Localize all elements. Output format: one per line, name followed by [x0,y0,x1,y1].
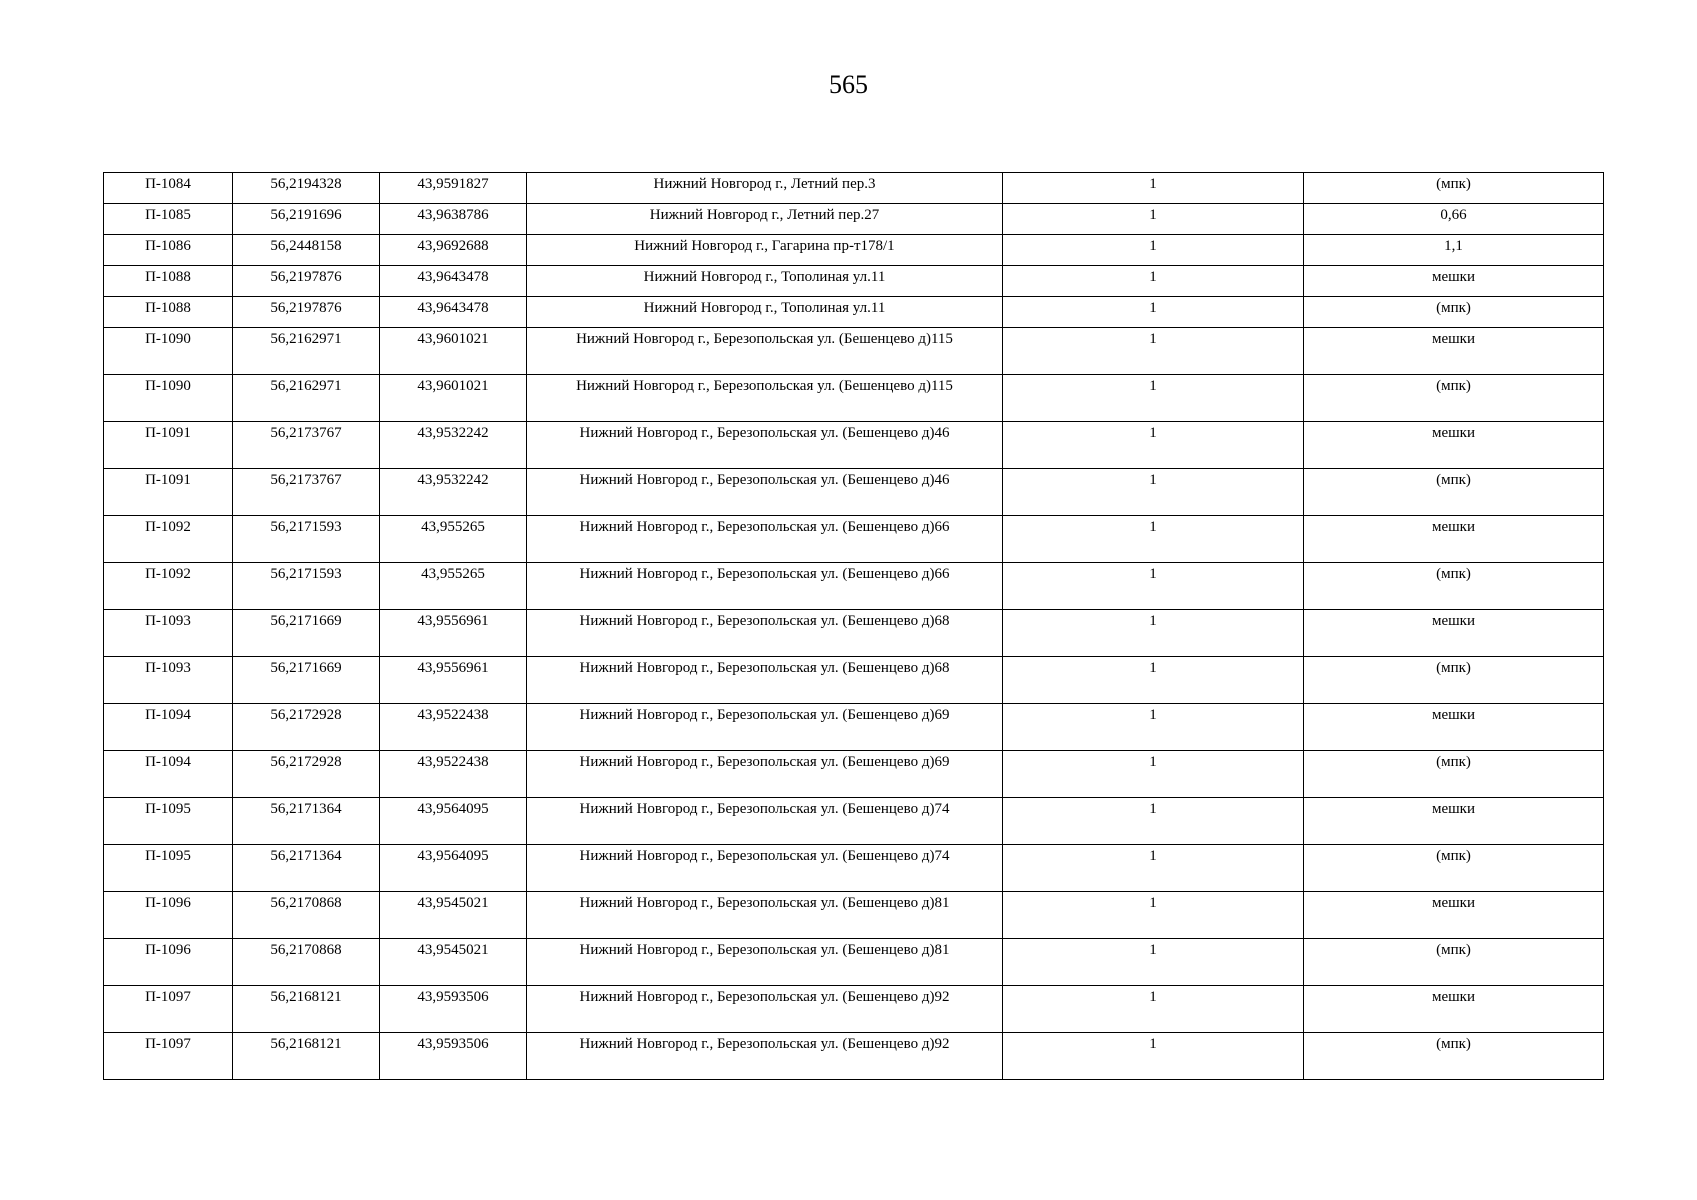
cell-address: Нижний Новгород г., Летний пер.3 [527,173,1003,204]
cell-longitude: 43,9564095 [380,798,527,845]
cell-id: П-1088 [104,297,233,328]
table-row [104,610,1604,657]
table-row [104,328,1604,375]
cell-count: 1 [1003,610,1304,657]
cell-latitude: 56,2171593 [233,516,380,563]
cell-count: 1 [1003,204,1304,235]
table-row [104,297,1604,328]
cell-volume: (мпк) [1304,375,1604,422]
cell-volume: (мпк) [1304,173,1604,204]
table-row [104,204,1604,235]
table-row [104,939,1604,986]
cell-latitude: 56,2168121 [233,1033,380,1080]
cell-id: П-1092 [104,516,233,563]
cell-id: П-1095 [104,845,233,892]
cell-count: 1 [1003,516,1304,563]
cell-count: 1 [1003,173,1304,204]
cell-latitude: 56,2191696 [233,204,380,235]
table-row [104,563,1604,610]
cell-id: П-1086 [104,235,233,266]
cell-count: 1 [1003,657,1304,704]
cell-count: 1 [1003,266,1304,297]
cell-longitude: 43,9545021 [380,939,527,986]
table-row [104,173,1604,204]
cell-address: Нижний Новгород г., Березопольская ул. (Бешенцево д)115 [527,375,1003,422]
cell-longitude: 43,9556961 [380,657,527,704]
cell-address: Нижний Новгород г., Тополиная ул.11 [527,266,1003,297]
cell-longitude: 43,9643478 [380,266,527,297]
cell-address: Нижний Новгород г., Березопольская ул. (Бешенцево д)74 [527,845,1003,892]
cell-longitude: 43,9564095 [380,845,527,892]
cell-count: 1 [1003,328,1304,375]
cell-id: П-1090 [104,328,233,375]
table-row [104,986,1604,1033]
cell-volume: мешки [1304,422,1604,469]
cell-volume: (мпк) [1304,939,1604,986]
cell-latitude: 56,2448158 [233,235,380,266]
cell-longitude: 43,9601021 [380,328,527,375]
cell-latitude: 56,2173767 [233,422,380,469]
cell-id: П-1093 [104,610,233,657]
cell-id: П-1085 [104,204,233,235]
cell-id: П-1095 [104,798,233,845]
cell-longitude: 43,9593506 [380,1033,527,1080]
cell-address: Нижний Новгород г., Березопольская ул. (Бешенцево д)92 [527,986,1003,1033]
cell-longitude: 43,9532242 [380,469,527,516]
cell-volume: (мпк) [1304,657,1604,704]
cell-id: П-1091 [104,422,233,469]
cell-count: 1 [1003,939,1304,986]
cell-volume: (мпк) [1304,563,1604,610]
cell-count: 1 [1003,704,1304,751]
cell-volume: (мпк) [1304,297,1604,328]
cell-longitude: 43,9556961 [380,610,527,657]
cell-volume: (мпк) [1304,1033,1604,1080]
cell-latitude: 56,2173767 [233,469,380,516]
cell-longitude: 43,9638786 [380,204,527,235]
cell-count: 1 [1003,986,1304,1033]
table-row [104,892,1604,939]
table-row [104,469,1604,516]
cell-volume: мешки [1304,328,1604,375]
cell-volume: мешки [1304,516,1604,563]
cell-id: П-1092 [104,563,233,610]
cell-address: Нижний Новгород г., Березопольская ул. (Бешенцево д)69 [527,751,1003,798]
cell-latitude: 56,2168121 [233,986,380,1033]
cell-volume: мешки [1304,798,1604,845]
table-row [104,798,1604,845]
cell-volume: (мпк) [1304,751,1604,798]
cell-latitude: 56,2171364 [233,798,380,845]
cell-latitude: 56,2171669 [233,657,380,704]
cell-longitude: 43,9601021 [380,375,527,422]
cell-count: 1 [1003,375,1304,422]
cell-latitude: 56,2197876 [233,297,380,328]
cell-address: Нижний Новгород г., Березопольская ул. (Бешенцево д)66 [527,516,1003,563]
table-row [104,516,1604,563]
cell-id: П-1093 [104,657,233,704]
cell-latitude: 56,2172928 [233,751,380,798]
cell-address: Нижний Новгород г., Березопольская ул. (Бешенцево д)66 [527,563,1003,610]
cell-longitude: 43,9593506 [380,986,527,1033]
table-body [104,173,1604,1080]
page-number: 565 [829,70,868,99]
table-row [104,845,1604,892]
table-row [104,375,1604,422]
cell-volume: мешки [1304,986,1604,1033]
table-row [104,266,1604,297]
cell-volume: (мпк) [1304,845,1604,892]
cell-count: 1 [1003,845,1304,892]
cell-count: 1 [1003,798,1304,845]
cell-address: Нижний Новгород г., Березопольская ул. (Бешенцево д)81 [527,892,1003,939]
cell-latitude: 56,2162971 [233,375,380,422]
cell-id: П-1084 [104,173,233,204]
cell-address: Нижний Новгород г., Березопольская ул. (Бешенцево д)46 [527,469,1003,516]
cell-latitude: 56,2171593 [233,563,380,610]
cell-address: Нижний Новгород г., Березопольская ул. (Бешенцево д)68 [527,657,1003,704]
cell-address: Нижний Новгород г., Тополиная ул.11 [527,297,1003,328]
cell-volume: мешки [1304,892,1604,939]
cell-address: Нижний Новгород г., Березопольская ул. (Бешенцево д)115 [527,328,1003,375]
cell-count: 1 [1003,235,1304,266]
cell-address: Нижний Новгород г., Березопольская ул. (Бешенцево д)69 [527,704,1003,751]
cell-longitude: 43,955265 [380,516,527,563]
table-row [104,422,1604,469]
cell-id: П-1097 [104,1033,233,1080]
cell-latitude: 56,2171364 [233,845,380,892]
cell-longitude: 43,9643478 [380,297,527,328]
table-row [104,1033,1604,1080]
cell-count: 1 [1003,1033,1304,1080]
cell-volume: 0,66 [1304,204,1604,235]
table-row [104,235,1604,266]
cell-longitude: 43,9522438 [380,704,527,751]
cell-address: Нижний Новгород г., Березопольская ул. (Бешенцево д)68 [527,610,1003,657]
cell-latitude: 56,2170868 [233,939,380,986]
cell-longitude: 43,9591827 [380,173,527,204]
cell-longitude: 43,9545021 [380,892,527,939]
cell-latitude: 56,2197876 [233,266,380,297]
cell-id: П-1091 [104,469,233,516]
cell-count: 1 [1003,469,1304,516]
cell-volume: мешки [1304,610,1604,657]
cell-count: 1 [1003,422,1304,469]
table-row [104,657,1604,704]
cell-id: П-1096 [104,892,233,939]
table-row [104,751,1604,798]
cell-longitude: 43,9532242 [380,422,527,469]
cell-count: 1 [1003,297,1304,328]
cell-latitude: 56,2194328 [233,173,380,204]
cell-latitude: 56,2162971 [233,328,380,375]
cell-id: П-1088 [104,266,233,297]
cell-latitude: 56,2171669 [233,610,380,657]
cell-id: П-1094 [104,704,233,751]
cell-id: П-1097 [104,986,233,1033]
cell-longitude: 43,9522438 [380,751,527,798]
cell-longitude: 43,955265 [380,563,527,610]
cell-address: Нижний Новгород г., Березопольская ул. (Бешенцево д)46 [527,422,1003,469]
cell-latitude: 56,2170868 [233,892,380,939]
cell-id: П-1090 [104,375,233,422]
cell-address: Нижний Новгород г., Березопольская ул. (Бешенцево д)92 [527,1033,1003,1080]
cell-volume: 1,1 [1304,235,1604,266]
cell-address: Нижний Новгород г., Летний пер.27 [527,204,1003,235]
cell-volume: мешки [1304,266,1604,297]
container-sites-table [103,172,1604,1080]
cell-id: П-1096 [104,939,233,986]
cell-address: Нижний Новгород г., Березопольская ул. (Бешенцево д)74 [527,798,1003,845]
cell-count: 1 [1003,563,1304,610]
cell-volume: (мпк) [1304,469,1604,516]
cell-count: 1 [1003,751,1304,798]
cell-count: 1 [1003,892,1304,939]
cell-address: Нижний Новгород г., Березопольская ул. (Бешенцево д)81 [527,939,1003,986]
cell-id: П-1094 [104,751,233,798]
cell-longitude: 43,9692688 [380,235,527,266]
table-row [104,704,1604,751]
cell-address: Нижний Новгород г., Гагарина пр-т178/1 [527,235,1003,266]
cell-volume: мешки [1304,704,1604,751]
cell-latitude: 56,2172928 [233,704,380,751]
